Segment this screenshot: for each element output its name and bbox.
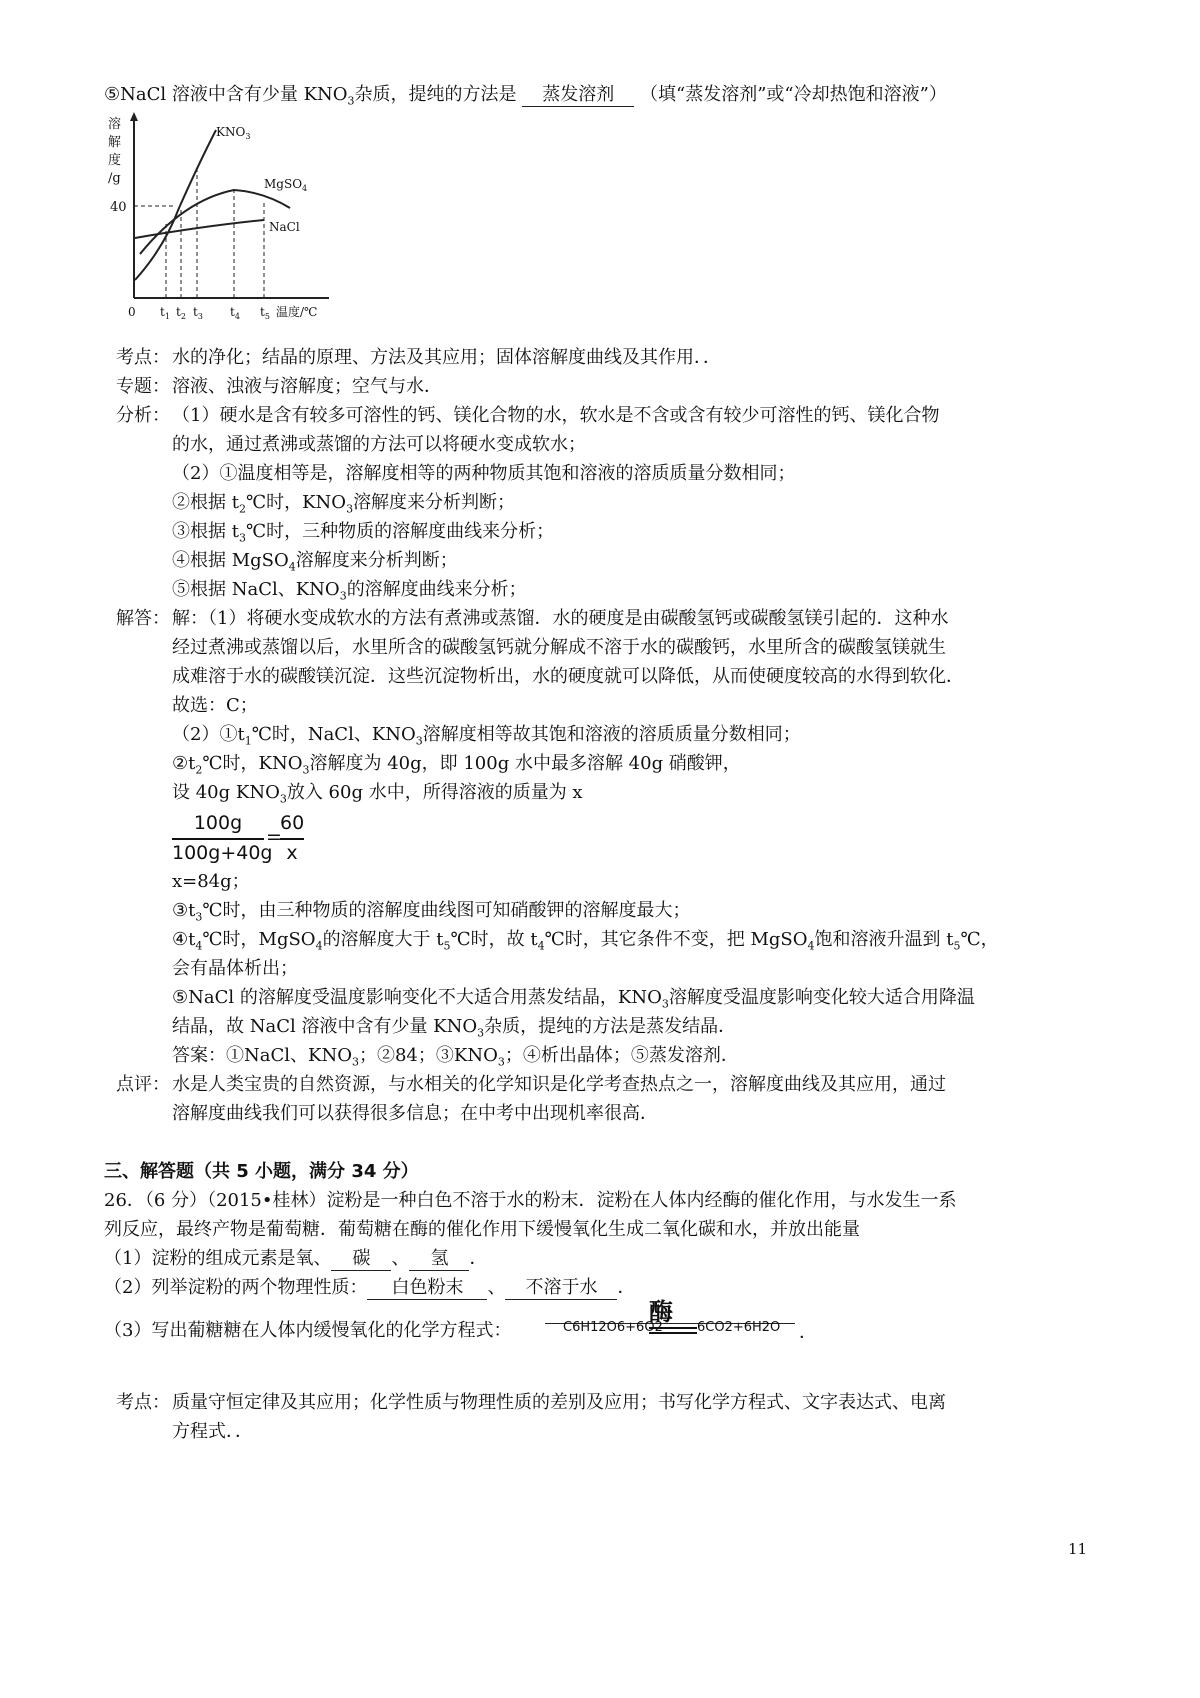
equals-sign: = <box>266 826 282 848</box>
y-tick-40: 40 <box>110 200 127 215</box>
fraction2-denominator: x <box>286 842 298 864</box>
enzyme-condition: 酶 <box>649 1298 673 1326</box>
jieda-line-9: $③t_3℃$时，由三种物质的溶解度曲线图可知硝酸钾的溶解度最大； <box>172 900 691 924</box>
jieda-line-4: 故选：C； <box>172 695 258 716</box>
jieda-line-12: ⑤NaCl 的溶解度受温度影响变化不大适合用蒸发结晶，$KNO_3$溶解度受温度影响变化较大适合用降温 <box>172 987 975 1011</box>
fraction-equation <box>172 812 332 868</box>
q26-part-1: （1）淀粉的组成元素是氧、 碳 、 氢 ． <box>104 1248 488 1269</box>
q5-answer-blank <box>522 84 634 107</box>
kaodian-2-line-2: 方程式．． <box>172 1421 253 1442</box>
equation-end: ． <box>799 1322 817 1343</box>
q5-prefix: ⑤NaCl 溶液中含有少量 KNO <box>104 84 348 105</box>
x-axis-label: 温度/℃ <box>276 305 318 319</box>
fenxi-line-5: ③根据 $t_3℃$时，三种物质的溶解度曲线来分析； <box>172 521 555 545</box>
eq-bar-1 <box>649 1327 697 1329</box>
solubility-graph <box>104 108 344 338</box>
y-label-3: 度 <box>108 153 122 168</box>
fraction-bar <box>172 838 264 840</box>
jieda-line-2: 经过煮沸或蒸馏以后，水里所含的碳酸氢钙就分解成不溶于水的碳酸钙，水里所含的碳酸氢镁就生 <box>172 637 946 658</box>
q5-line: ⑤NaCl 溶液中含有少量 $KNO_3$杂质，提纯的方法是 蒸发溶剂 （填“蒸发溶剂”或“冷却热饱和溶液”） <box>104 84 947 108</box>
q5-answer: 蒸发溶剂 <box>542 84 615 105</box>
zhuanti-text: 溶液、浊液与溶解度；空气与水． <box>172 376 442 397</box>
q26-part-2: （2）列举淀粉的两个物理性质： 白色粉末 、 不溶于水 ． <box>104 1277 636 1298</box>
kaodian-2-line-1: 质量守恒定律及其应用；化学性质与物理性质的差别及应用；书写化学方程式、文字表达式、电离 <box>172 1392 946 1413</box>
section-3-heading: 三、解答题（共 5 小题，满分 34 分） <box>104 1161 419 1182</box>
x-tick-0: 0 <box>128 305 136 319</box>
equation-left: C6H12O6+6O2 <box>563 1320 663 1335</box>
kaodian-label: 考点： <box>116 347 170 368</box>
fenxi-line-3: （2）①温度相等是，溶解度相等的两种物质其饱和溶液的溶质质量分数相同； <box>172 463 796 484</box>
fenxi-line-2: 的水，通过煮沸或蒸馏的方法可以将硬水变成软水； <box>172 434 586 455</box>
jieda-line-1: 解：（1）将硬水变成软水的方法有煮沸或蒸馏．水的硬度是由碳酸氢钙或碳酸氢镁引起的．这种水 <box>172 608 949 629</box>
dianping-line-2: 溶解度曲线我们可以获得很多信息；在中考中出现机率很高． <box>172 1103 658 1124</box>
fenxi-line-1: （1）硬水是含有较多可溶性的钙、镁化合物的水，软水是不含或含有较少可溶性的钙、镁化合物 <box>172 405 940 426</box>
x-tick-t2: $t_2$ <box>176 305 186 321</box>
fenxi-line-7: ⑤根据 NaCl、$KNO_3$的溶解度曲线来分析； <box>172 579 527 603</box>
q26-answer-hydrogen: 氢 <box>430 1248 449 1269</box>
x-tick-t1: $t_1$ <box>160 305 170 321</box>
fraction-denominator: 100g+40g <box>172 842 273 864</box>
jieda-line-14: 答案：①NaCl、$KNO_3$；②84；$③KNO_3$；④析出晶体；⑤蒸发溶剂． <box>172 1045 739 1069</box>
q5-mid: 杂质，提纯的方法是 <box>354 84 517 105</box>
label-kno3: $KNO_3$ <box>216 125 251 141</box>
jieda-line-3: 成难溶于水的碳酸镁沉淀．这些沉淀物析出，水的硬度就可以降低，从而使硬度较高的水得到软化． <box>172 666 964 687</box>
label-mgso4: MgSO$_4$ <box>264 177 308 193</box>
jieda-line-10: $④t_4℃$时，MgSO$_4$的溶解度大于 $t_5℃$时，故 $t_4℃$时，其它条件不变，把 MgSO$_4$饱和溶液升温到 $t_5℃$， <box>172 929 999 953</box>
dianping-line-1: 水是人类宝贵的自然资源，与水相关的化学知识是化学考查热点之一，溶解度曲线及其应用，通过 <box>172 1074 946 1095</box>
eq-bar-2 <box>649 1332 697 1334</box>
jieda-line-7: 设 40g $KNO_3$放入 60g 水中，所得溶液的质量为 x <box>172 782 583 806</box>
dianping-label: 点评： <box>116 1074 170 1095</box>
q26-answer-white-powder: 白色粉末 <box>391 1277 464 1298</box>
jieda-line-11: 会有晶体析出； <box>172 958 298 979</box>
kno3-curve <box>135 130 216 280</box>
q26-line-1: 26．（6 分）（2015•桂林）淀粉是一种白色不溶于水的粉末．淀粉在人体内经酶的催化作用，与水发生一系 <box>104 1190 957 1211</box>
nacl-curve <box>135 220 264 238</box>
y-label-4: /g <box>108 171 121 186</box>
jieda-line-13: 结晶，故 NaCl 溶液中含有少量 $KNO_3$杂质，提纯的方法是蒸发结晶． <box>172 1016 737 1040</box>
fenxi-label: 分析： <box>116 405 170 426</box>
y-label-1: 溶 <box>108 117 122 132</box>
jieda-line-8: x=84g； <box>172 871 250 892</box>
q26-part-3: （3）写出葡糖糖在人体内缓慢氧化的化学方程式： <box>104 1320 512 1341</box>
jieda-line-6: $②t_2℃$时，$KNO_3$溶解度为 40g，即 100g 水中最多溶解 40g 硝酸钾， <box>172 753 741 777</box>
q26-answer-insoluble: 不溶于水 <box>525 1277 598 1298</box>
fraction-numerator: 100g <box>193 812 243 834</box>
x-tick-t5: $t_5$ <box>260 305 270 321</box>
x-tick-t3: $t_3$ <box>193 305 203 321</box>
fenxi-line-6: ④根据 MgSO$_4$溶解度来分析判断； <box>172 550 458 574</box>
kaodian-2-label: 考点： <box>116 1392 170 1413</box>
chemical-equation <box>545 1292 815 1344</box>
jieda-line-5: $(2)①t_1℃$时，NaCl、$KNO_3$溶解度相等故其饱和溶液的溶质质量分数相同； <box>172 724 801 748</box>
equation-right: 6CO2+6H2O <box>697 1320 781 1335</box>
fenxi-line-4: ②根据 $t_2℃$时，$KNO_3$溶解度来分析判断； <box>172 492 516 516</box>
label-nacl: NaCl <box>269 220 300 234</box>
jieda-label: 解答： <box>116 608 170 629</box>
x-tick-t4: $t_4$ <box>230 305 240 321</box>
q5-suffix: （填“蒸发溶剂”或“冷却热饱和溶液”） <box>640 84 947 105</box>
y-axis-arrow <box>130 112 138 121</box>
kaodian-text: 水的净化；结晶的原理、方法及其应用；固体溶解度曲线及其作用．． <box>172 347 721 368</box>
zhuanti-label: 专题： <box>116 376 170 397</box>
y-label-2: 解 <box>108 135 122 150</box>
page-number: 11 <box>1068 1540 1088 1558</box>
fraction2-bar <box>280 838 304 840</box>
fraction2-numerator: 60 <box>280 812 305 834</box>
q26-answer-carbon: 碳 <box>352 1248 371 1269</box>
q26-line-2: 列反应，最终产物是葡萄糖．葡萄糖在酶的催化作用下缓慢氧化生成二氧化碳和水，并放出能量 <box>104 1219 860 1240</box>
